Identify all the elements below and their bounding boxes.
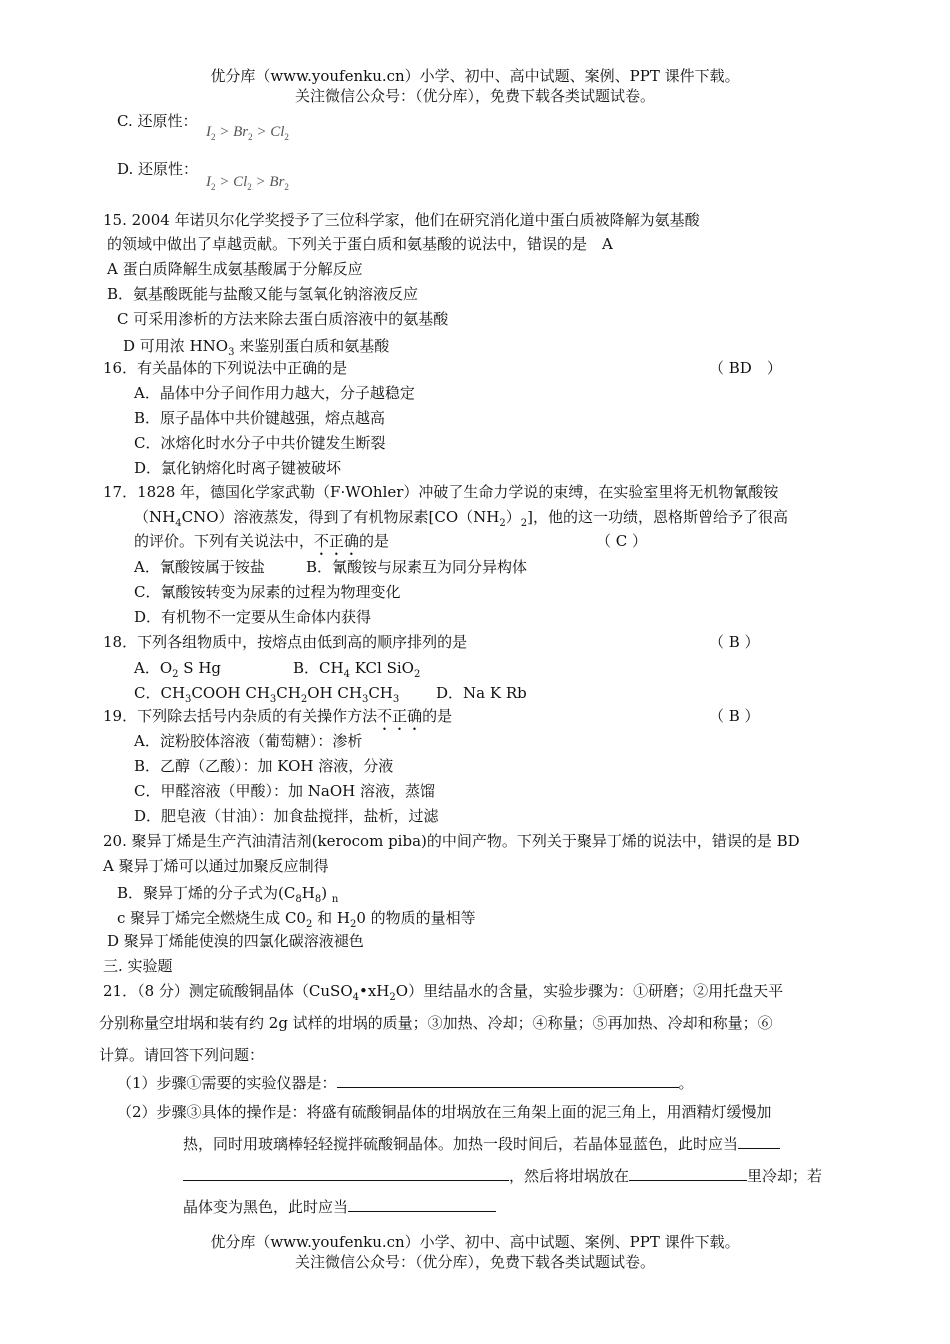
q21-stem-line-3: 计算。请回答下列问题： [99, 1046, 265, 1064]
q14-option-c-formula: $I_2 > Br_2 > Cl_2$ [206, 124, 289, 142]
q17-option-d: D．有机物不一定要从生命体内获得 [134, 608, 372, 626]
q21-part-2-line-1: （2）步骤③具体的操作是：将盛有硫酸铜晶体的坩埚放在三角架上面的泥三角上，用酒精灯缓慢加 [117, 1103, 772, 1121]
q14-option-d-label: D. 还原性： [117, 160, 199, 178]
q18-option-a: A．$O_2$ S Hg [134, 659, 222, 680]
q16-option-d: D．氯化钠熔化时离子键被破坏 [134, 459, 342, 477]
q21-stem-line-2: 分别称量空坩埚和装有约 2g 试样的坩埚的质量；③加热、冷却；④称量；⑤再加热、冷却和称量；⑥ [99, 1014, 773, 1032]
q21-stem-line-1: 21．（8 分）测定硫酸铜晶体$(CuSO_4•xH_2O)$里结晶水的含量，实验步骤为：①研磨；②用托盘天平 [103, 982, 784, 1003]
q18-option-d: D．Na K Rb [436, 684, 527, 702]
q18-option-b: B．$CH_4$ KCl SiO$_2$ [293, 659, 421, 680]
q17-stem-line-1: 17．1828 年，德国化学家武勒（F·WOhler）冲破了生命力学说的束缚，在实验室里将无机物氰酸铵 [103, 483, 779, 501]
q15-stem-line-2: 的领域中做出了卓越贡献。下列关于蛋白质和氨基酸的说法中，错误的是 A [107, 235, 613, 253]
q15-option-d: D 可用浓 $HNO_3$ 来鉴别蛋白质和氨基酸 [123, 337, 390, 358]
q16-option-b: B．原子晶体中共价键越强，熔点越高 [134, 409, 386, 427]
q17-option-c: C．氰酸铵转变为尿素的过程为物理变化 [134, 583, 401, 601]
footer-line-1: 优分库（www.youfenku.cn）小学、初中、高中试题、案例、PPT 课件下载。 [210, 1233, 740, 1251]
q16-answer: （ BD ） [709, 359, 782, 377]
header-line-2: 关注微信公众号：（优分库），免费下载各类试题试卷。 [294, 87, 655, 105]
q21-part-1-blank[interactable] [337, 1073, 679, 1088]
q19-stem: 19．下列除去括号内杂质的有关操作方法不正确的是 [103, 707, 453, 725]
q15-option-b: B．氨基酸既能与盐酸又能与氢氧化钠溶液反应 [107, 285, 419, 303]
q16-option-c: C．冰熔化时水分子中共价键发生断裂 [134, 434, 386, 452]
header-line-1: 优分库（www.youfenku.cn）小学、初中、高中试题、案例、PPT 课件下载。 [210, 67, 740, 85]
q18-answer: （ B ） [709, 633, 760, 651]
q18-option-c: C．$CH_3COOH$ $CH_3CH_2OH$ $CH_3CH_3$ [134, 684, 400, 705]
q21-blue-action-blank-cont[interactable] [183, 1166, 509, 1181]
q17-stem-line-3: 的评价。下列有关说法中，不正确的是 [134, 532, 390, 550]
q15-option-a: A 蛋白质降解生成氨基酸属于分解反应 [107, 260, 363, 278]
q16-stem: 16．有关晶体的下列说法中正确的是 [103, 359, 348, 377]
q17-option-b: B．氰酸铵与尿素互为同分异构体 [306, 558, 528, 576]
q14-option-c-label: C. 还原性： [117, 112, 198, 130]
q17-option-a: A．氰酸铵属于铵盐 [134, 558, 265, 576]
q21-cooling-place-blank[interactable] [629, 1166, 747, 1181]
q19-option-d: D．肥皂液（甘油）：加食盐搅拌，盐析，过滤 [134, 807, 439, 825]
section-title: 三. 实验题 [103, 957, 173, 975]
q15-stem-line-1: 15. 2004 年诺贝尔化学奖授予了三位科学家，他们在研究消化道中蛋白质被降解为氨基酸 [103, 211, 700, 229]
q18-stem: 18．下列各组物质中，按熔点由低到高的顺序排列的是 [103, 633, 468, 651]
q19-answer: （ B ） [709, 707, 760, 725]
footer-line-2: 关注微信公众号：（优分库），免费下载各类试题试卷。 [294, 1253, 655, 1271]
q19-option-c: C．甲醛溶液（甲酸）：加 NaOH 溶液，蒸馏 [134, 782, 435, 800]
q16-option-a: A．晶体中分子间作用力越大，分子越稳定 [134, 384, 415, 402]
q21-part-2-line-3: ，然后将坩埚放在 里冷却；若 [183, 1166, 822, 1186]
q17-stem-line-2: $(NH_4CNO)$溶液蒸发，得到了有机物尿素$[CO(NH_2)_2]$，他的这一功绩，恩格斯曾给予了很高 [134, 508, 788, 529]
q20-option-d: D 聚异丁烯能使溴的四氯化碳溶液褪色 [107, 932, 364, 950]
q20-option-c: c 聚异丁烯完全燃烧生成 $C0_2$ 和 $H_20$ 的物质的量相等 [117, 909, 476, 930]
q21-part-2-line-2: 热，同时用玻璃棒轻轻搅拌硫酸铜晶体。加热一段时间后，若晶体显蓝色，此时应当 [183, 1134, 780, 1154]
q21-blue-action-blank[interactable] [738, 1134, 780, 1149]
q20-option-b: B．聚异丁烯的分子式为$(C_8H_8)$ $_n$ [117, 884, 339, 905]
q21-part-2-line-4: 晶体变为黑色，此时应当 [183, 1197, 496, 1217]
q14-option-d-formula: $I_2 > Cl_2 > Br_2$ [206, 174, 289, 192]
q21-black-action-blank[interactable] [348, 1197, 496, 1212]
q19-option-b: B．乙醇（乙酸）：加 KOH 溶液，分液 [134, 757, 394, 775]
q21-part-1: （1）步骤①需要的实验仪器是： 。 [117, 1074, 694, 1092]
q15-option-c: C 可采用渗析的方法来除去蛋白质溶液中的氨基酸 [117, 310, 449, 328]
q19-option-a: A．淀粉胶体溶液（葡萄糖）：渗析 [134, 732, 363, 750]
q20-stem: 20. 聚异丁烯是生产汽油清洁剂(kerocom piba)的中间产物。下列关于聚异丁烯的说法中，错误的是 BD [103, 832, 800, 850]
q20-option-a: A 聚异丁烯可以通过加聚反应制得 [103, 857, 329, 875]
q17-answer: （ C ） [596, 532, 648, 550]
